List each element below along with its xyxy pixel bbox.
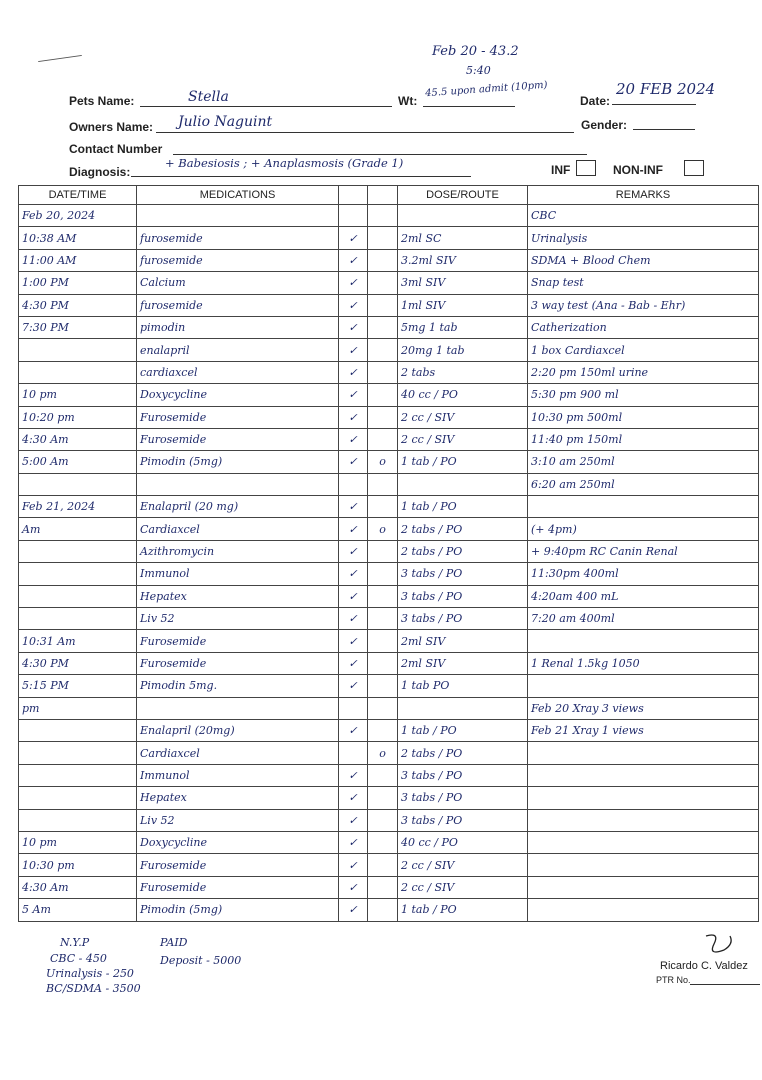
deposit-note: Deposit - 5000 (160, 954, 242, 967)
check-cell-2: o (368, 742, 398, 764)
table-row (19, 719, 759, 741)
check-cell-2 (368, 384, 398, 406)
dose-cell: 3 tabs / PO (398, 787, 528, 809)
medication-cell: Liv 52 (137, 809, 339, 831)
table-row (19, 496, 759, 518)
owners-name-value: Julio Naguint (178, 114, 273, 130)
remarks-cell (528, 742, 759, 764)
dose-cell (398, 205, 528, 227)
dose-cell: 3ml SIV (398, 272, 528, 294)
datetime-cell: 4:30 Am (19, 428, 137, 450)
remarks-cell: 2:20 pm 150ml urine (528, 361, 759, 383)
medication-cell: Furosemide (137, 630, 339, 652)
table-row (19, 787, 759, 809)
check-cell-2 (368, 406, 398, 428)
dose-cell: 2 cc / SIV (398, 854, 528, 876)
dose-cell: 40 cc / PO (398, 831, 528, 853)
datetime-cell (19, 787, 137, 809)
remarks-cell: 1 Renal 1.5kg 1050 (528, 652, 759, 674)
table-row (19, 876, 759, 898)
table-row (19, 563, 759, 585)
check-cell-1: ✓ (339, 787, 368, 809)
medication-cell: Pimodin (5mg) (137, 899, 339, 921)
dose-cell (398, 697, 528, 719)
header-check-2 (368, 186, 398, 205)
table-row (19, 473, 759, 495)
remarks-cell (528, 787, 759, 809)
datetime-cell: 4:30 PM (19, 652, 137, 674)
check-cell-1: ✓ (339, 339, 368, 361)
remarks-cell (528, 899, 759, 921)
check-cell-1: ✓ (339, 361, 368, 383)
datetime-cell (19, 563, 137, 585)
datetime-cell: 5:00 Am (19, 451, 137, 473)
table-row (19, 899, 759, 921)
signature-scribble (700, 930, 740, 960)
gender-label: Gender: (581, 118, 628, 132)
header-medications: MEDICATIONS (137, 186, 339, 205)
dose-cell: 1 tab / PO (398, 899, 528, 921)
medication-cell: furosemide (137, 249, 339, 271)
pets-name-label: Pets Name: (69, 94, 135, 108)
check-cell-2 (368, 831, 398, 853)
medication-cell (137, 473, 339, 495)
datetime-cell: 4:30 Am (19, 876, 137, 898)
check-cell-1: ✓ (339, 585, 368, 607)
medication-cell: pimodin (137, 316, 339, 338)
inf-label: INF (551, 163, 571, 177)
check-cell-2 (368, 585, 398, 607)
datetime-cell (19, 540, 137, 562)
medication-cell: Azithromycin (137, 540, 339, 562)
remarks-cell: Feb 21 Xray 1 views (528, 719, 759, 741)
check-cell-1: ✓ (339, 831, 368, 853)
datetime-cell: 10:38 AM (19, 227, 137, 249)
table-row (19, 339, 759, 361)
check-cell-2 (368, 339, 398, 361)
medication-cell (137, 205, 339, 227)
check-cell-2 (368, 428, 398, 450)
check-cell-2 (368, 540, 398, 562)
medication-cell: Pimodin (5mg) (137, 451, 339, 473)
medication-cell: enalapril (137, 339, 339, 361)
medication-cell: Hepatex (137, 787, 339, 809)
inf-checkbox[interactable] (576, 160, 596, 176)
medication-cell: Furosemide (137, 406, 339, 428)
remarks-cell (528, 496, 759, 518)
check-cell-1: ✓ (339, 719, 368, 741)
table-row (19, 272, 759, 294)
check-cell-1: ✓ (339, 675, 368, 697)
table-row (19, 675, 759, 697)
top-time-scrawl: 5:40 (466, 64, 491, 77)
remarks-cell: (+ 4pm) (528, 518, 759, 540)
medication-cell: Pimodin 5mg. (137, 675, 339, 697)
dose-cell: 2ml SC (398, 227, 528, 249)
medication-cell (137, 697, 339, 719)
table-row (19, 361, 759, 383)
check-cell-1: ✓ (339, 876, 368, 898)
medication-cell: Doxycycline (137, 831, 339, 853)
remarks-cell: Snap test (528, 272, 759, 294)
table-row (19, 697, 759, 719)
remarks-cell (528, 630, 759, 652)
datetime-cell: 10:31 Am (19, 630, 137, 652)
medication-cell: Immunol (137, 563, 339, 585)
dose-cell: 2 tabs (398, 361, 528, 383)
remarks-cell: 1 box Cardiaxcel (528, 339, 759, 361)
dose-cell: 2 cc / SIV (398, 876, 528, 898)
check-cell-2 (368, 899, 398, 921)
medication-cell: Liv 52 (137, 608, 339, 630)
check-cell-1: ✓ (339, 608, 368, 630)
ptr-label: PTR No. (656, 975, 691, 985)
table-row (19, 630, 759, 652)
check-cell-2 (368, 630, 398, 652)
remarks-cell: 6:20 am 250ml (528, 473, 759, 495)
check-cell-1 (339, 205, 368, 227)
date-line (612, 104, 696, 105)
remarks-cell: 10:30 pm 500ml (528, 406, 759, 428)
remarks-cell: 11:30pm 400ml (528, 563, 759, 585)
check-cell-1 (339, 742, 368, 764)
check-cell-1: ✓ (339, 227, 368, 249)
check-cell-2 (368, 652, 398, 674)
diagnosis-line (131, 176, 471, 177)
check-cell-1: ✓ (339, 540, 368, 562)
datetime-cell: 5 Am (19, 899, 137, 921)
datetime-cell: Feb 21, 2024 (19, 496, 137, 518)
medication-cell: Furosemide (137, 854, 339, 876)
contact-line (173, 154, 587, 155)
remarks-cell: Feb 20 Xray 3 views (528, 697, 759, 719)
datetime-cell (19, 585, 137, 607)
remarks-cell (528, 764, 759, 786)
datetime-cell (19, 809, 137, 831)
dose-cell: 2 cc / SIV (398, 406, 528, 428)
check-cell-1: ✓ (339, 563, 368, 585)
table-row (19, 294, 759, 316)
check-cell-2 (368, 719, 398, 741)
wt-label: Wt: (398, 94, 418, 108)
table-row (19, 742, 759, 764)
datetime-cell: 4:30 PM (19, 294, 137, 316)
medication-cell: Cardiaxcel (137, 742, 339, 764)
dose-cell: 2ml SIV (398, 652, 528, 674)
footer-note-1: N.Y.P (60, 936, 90, 949)
medication-cell: Hepatex (137, 585, 339, 607)
check-cell-1: ✓ (339, 899, 368, 921)
footer-note-4: BC/SDMA - 3500 (46, 982, 141, 995)
remarks-cell: Urinalysis (528, 227, 759, 249)
dose-cell: 2ml SIV (398, 630, 528, 652)
check-cell-1: ✓ (339, 630, 368, 652)
table-row (19, 608, 759, 630)
check-cell-1: ✓ (339, 384, 368, 406)
check-cell-2 (368, 809, 398, 831)
remarks-cell: 11:40 pm 150ml (528, 428, 759, 450)
dose-cell: 3 tabs / PO (398, 809, 528, 831)
ptr-line (690, 984, 760, 985)
datetime-cell: 10 pm (19, 384, 137, 406)
table-row (19, 249, 759, 271)
check-cell-1 (339, 697, 368, 719)
medication-cell: Calcium (137, 272, 339, 294)
check-cell-2 (368, 361, 398, 383)
check-cell-1: ✓ (339, 518, 368, 540)
dose-cell: 3 tabs / PO (398, 608, 528, 630)
dose-cell: 2 cc / SIV (398, 428, 528, 450)
header-remarks: REMARKS (528, 186, 759, 205)
check-cell-2 (368, 227, 398, 249)
datetime-cell: 5:15 PM (19, 675, 137, 697)
check-cell-1: ✓ (339, 809, 368, 831)
remarks-cell (528, 809, 759, 831)
datetime-cell (19, 339, 137, 361)
check-cell-1: ✓ (339, 652, 368, 674)
medication-cell: cardiaxcel (137, 361, 339, 383)
noninf-checkbox[interactable] (684, 160, 704, 176)
dose-cell (398, 473, 528, 495)
dose-cell: 1 tab / PO (398, 451, 528, 473)
treatment-table (18, 185, 759, 922)
table-row (19, 652, 759, 674)
dose-cell: 1 tab / PO (398, 496, 528, 518)
table-row (19, 764, 759, 786)
dose-cell: 5mg 1 tab (398, 316, 528, 338)
remarks-cell: Catherization (528, 316, 759, 338)
medication-cell: Furosemide (137, 876, 339, 898)
dose-cell: 3 tabs / PO (398, 563, 528, 585)
footer-note-3: Urinalysis - 250 (46, 967, 134, 980)
datetime-cell: Am (19, 518, 137, 540)
medication-cell: furosemide (137, 227, 339, 249)
table-row (19, 227, 759, 249)
paid-note: PAID (160, 936, 188, 949)
check-cell-2 (368, 272, 398, 294)
wt-value: 45.5 upon admit (10pm) (424, 79, 548, 100)
check-cell-1: ✓ (339, 496, 368, 518)
dose-cell: 2 tabs / PO (398, 540, 528, 562)
pets-name-line (140, 106, 392, 107)
table-row (19, 205, 759, 227)
gender-line (633, 129, 695, 130)
dose-cell: 3 tabs / PO (398, 585, 528, 607)
table-row (19, 809, 759, 831)
dose-cell: 40 cc / PO (398, 384, 528, 406)
check-cell-2 (368, 675, 398, 697)
medication-cell: Immunol (137, 764, 339, 786)
diagnosis-value: + Babesiosis ; + Anaplasmosis (Grade 1) (165, 156, 404, 170)
table-row (19, 854, 759, 876)
datetime-cell (19, 608, 137, 630)
check-cell-2: o (368, 518, 398, 540)
medication-cell: Furosemide (137, 428, 339, 450)
contact-label: Contact Number (69, 142, 163, 156)
date-label: Date: (580, 94, 611, 108)
table-row (19, 384, 759, 406)
table-header-row (19, 186, 759, 205)
remarks-cell: CBC (528, 205, 759, 227)
date-value: 20 FEB 2024 (616, 80, 716, 98)
check-cell-2 (368, 787, 398, 809)
top-date-scrawl: Feb 20 - 43.2 (432, 44, 519, 59)
check-cell-1: ✓ (339, 854, 368, 876)
table-row (19, 316, 759, 338)
dose-cell: 3.2ml SIV (398, 249, 528, 271)
remarks-cell (528, 675, 759, 697)
datetime-cell: 10:30 pm (19, 854, 137, 876)
remarks-cell: 7:20 am 400ml (528, 608, 759, 630)
datetime-cell (19, 742, 137, 764)
check-cell-2 (368, 294, 398, 316)
medication-cell: Furosemide (137, 652, 339, 674)
check-cell-2 (368, 876, 398, 898)
datetime-cell: 1:00 PM (19, 272, 137, 294)
table-row (19, 585, 759, 607)
medication-cell: furosemide (137, 294, 339, 316)
check-cell-1: ✓ (339, 764, 368, 786)
header-dose: DOSE/ROUTE (398, 186, 528, 205)
check-cell-1: ✓ (339, 294, 368, 316)
datetime-cell: 7:30 PM (19, 316, 137, 338)
header-datetime: DATE/TIME (19, 186, 137, 205)
check-cell-2 (368, 249, 398, 271)
datetime-cell (19, 361, 137, 383)
medication-cell: Enalapril (20mg) (137, 719, 339, 741)
header-check-1 (339, 186, 368, 205)
check-cell-1 (339, 473, 368, 495)
remarks-cell (528, 854, 759, 876)
datetime-cell (19, 764, 137, 786)
check-cell-2 (368, 854, 398, 876)
medication-cell: Cardiaxcel (137, 518, 339, 540)
table-row (19, 518, 759, 540)
owners-name-label: Owners Name: (69, 120, 154, 134)
footer-note-2: CBC - 450 (50, 952, 107, 965)
datetime-cell: 11:00 AM (19, 249, 137, 271)
diagnosis-label: Diagnosis: (69, 165, 131, 179)
check-cell-2 (368, 316, 398, 338)
check-cell-1: ✓ (339, 316, 368, 338)
medication-cell: Enalapril (20 mg) (137, 496, 339, 518)
datetime-cell: Feb 20, 2024 (19, 205, 137, 227)
owners-name-line (156, 132, 574, 133)
remarks-cell (528, 831, 759, 853)
remarks-cell: 3:10 am 250ml (528, 451, 759, 473)
datetime-cell (19, 473, 137, 495)
dose-cell: 1 tab PO (398, 675, 528, 697)
table-row (19, 451, 759, 473)
check-cell-1: ✓ (339, 249, 368, 271)
pets-name-value: Stella (188, 89, 229, 105)
check-cell-2 (368, 764, 398, 786)
check-cell-1: ✓ (339, 428, 368, 450)
check-cell-2 (368, 205, 398, 227)
datetime-cell (19, 719, 137, 741)
medication-cell: Doxycycline (137, 384, 339, 406)
check-cell-1: ✓ (339, 272, 368, 294)
check-cell-2: o (368, 451, 398, 473)
table-row (19, 428, 759, 450)
remarks-cell: 4:20am 400 mL (528, 585, 759, 607)
noninf-label: NON-INF (613, 163, 663, 177)
check-cell-1: ✓ (339, 451, 368, 473)
remarks-cell (528, 876, 759, 898)
table-row (19, 406, 759, 428)
remarks-cell: SDMA + Blood Chem (528, 249, 759, 271)
remarks-cell: + 9:40pm RC Canin Renal (528, 540, 759, 562)
check-cell-2 (368, 563, 398, 585)
dose-cell: 1ml SIV (398, 294, 528, 316)
remarks-cell: 5:30 pm 900 ml (528, 384, 759, 406)
table-row (19, 540, 759, 562)
dose-cell: 1 tab / PO (398, 719, 528, 741)
check-cell-2 (368, 496, 398, 518)
check-cell-2 (368, 473, 398, 495)
signature-name: Ricardo C. Valdez (660, 960, 748, 972)
dose-cell: 3 tabs / PO (398, 764, 528, 786)
datetime-cell: 10:20 pm (19, 406, 137, 428)
remarks-cell: 3 way test (Ana - Bab - Ehr) (528, 294, 759, 316)
dose-cell: 20mg 1 tab (398, 339, 528, 361)
datetime-cell: pm (19, 697, 137, 719)
dose-cell: 2 tabs / PO (398, 742, 528, 764)
top-left-dash (38, 55, 82, 62)
wt-line (423, 106, 515, 107)
datetime-cell: 10 pm (19, 831, 137, 853)
table-row (19, 831, 759, 853)
dose-cell: 2 tabs / PO (398, 518, 528, 540)
check-cell-1: ✓ (339, 406, 368, 428)
check-cell-2 (368, 697, 398, 719)
check-cell-2 (368, 608, 398, 630)
